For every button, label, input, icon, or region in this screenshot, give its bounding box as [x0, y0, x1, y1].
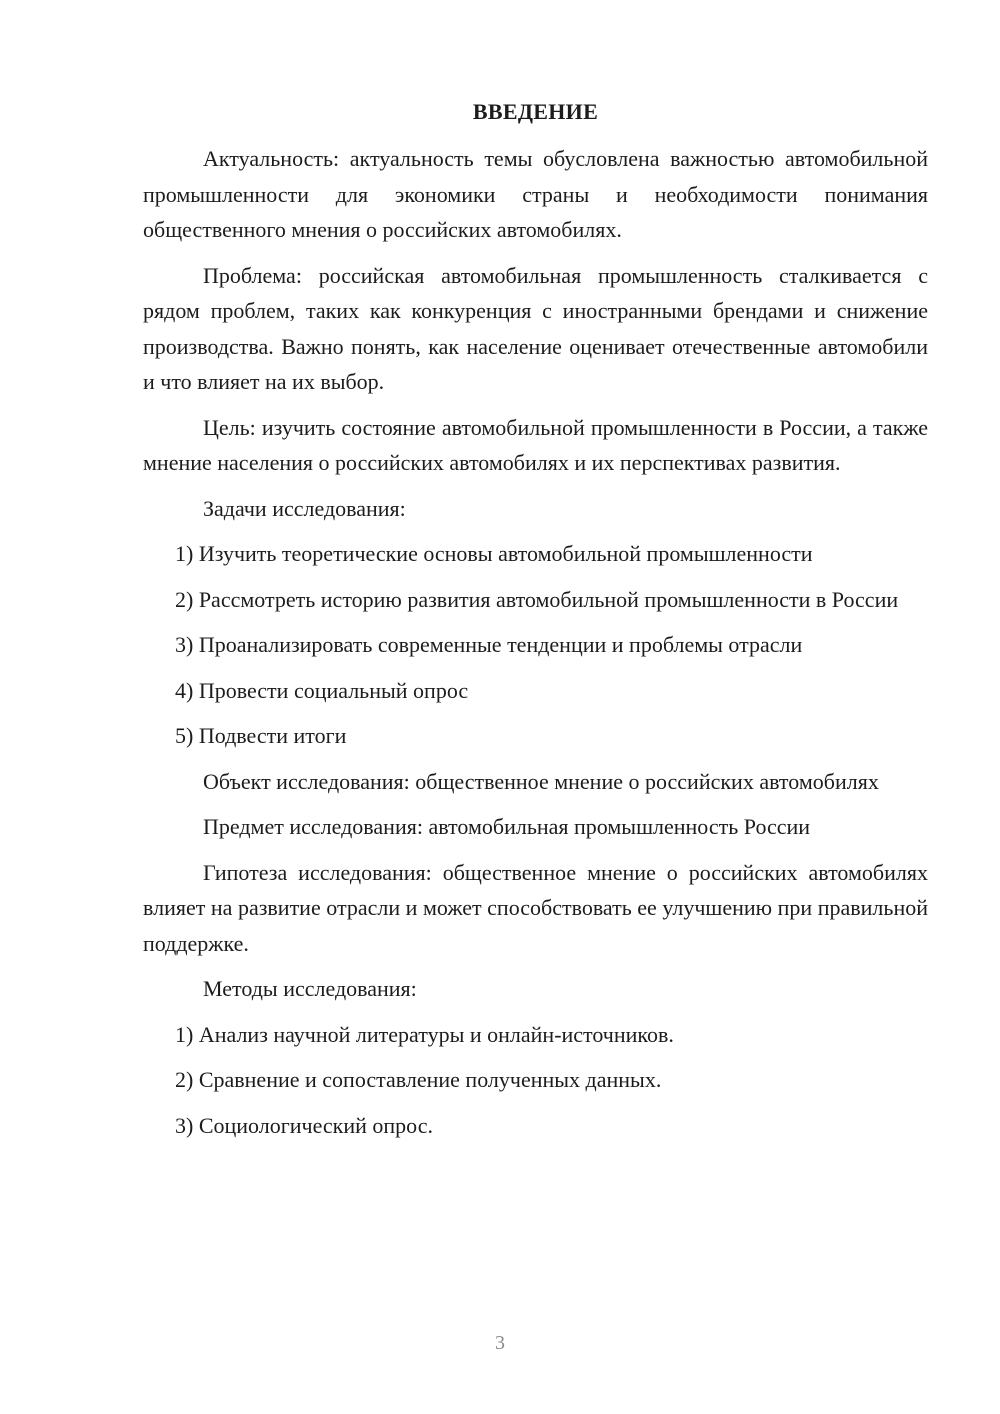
- section-heading: ВВЕДЕНИЕ: [472, 99, 599, 124]
- task-item: 2) Рассмотреть историю развития автомобильной промышленности в России: [175, 586, 899, 612]
- subject-paragraph: Предмет исследования: автомобильная промышленность России: [203, 814, 811, 839]
- document-page: [143, 94, 928, 1153]
- goal-paragraph: Цель: изучить состояние автомобильной промышленности в России, а также мнение населения о российских автомобилях и их перспективах развития.: [143, 414, 928, 475]
- task-item: 1) Изучить теоретические основы автомобильной промышленности: [175, 541, 813, 566]
- page-number: 3: [495, 1332, 505, 1354]
- problem-paragraph: Проблема: российская автомобильная промышленность сталкивается с рядом проблем, таких как конкуренция с иностранными брендами и снижение производства. Важно понять, как население оценивает отечественные автомобили и что влияет на их выбор.: [143, 262, 928, 394]
- task-item: 5) Подвести итоги: [175, 723, 347, 748]
- hypothesis-paragraph: Гипотеза исследования: общественное мнение о российских автомобилях влияет на развитие отрасли и может способствовать ее улучшению при правильной поддержке.: [143, 859, 928, 956]
- tasks-title: Задачи исследования:: [203, 495, 406, 521]
- task-item: 4) Провести социальный опрос: [175, 677, 469, 703]
- method-item: 3) Социологический опрос.: [175, 1112, 433, 1138]
- task-item: 3) Проанализировать современные тенденции и проблемы отрасли: [175, 632, 803, 657]
- method-item: 2) Сравнение и сопоставление полученных данных.: [175, 1067, 662, 1092]
- method-item: 1) Анализ научной литературы и онлайн-источников.: [175, 1021, 674, 1047]
- relevance-paragraph: Актуальность: актуальность темы обусловлена важностью автомобильной промышленности для экономики страны и необходимости понимания общественного мнения о российских автомобилях.: [143, 146, 928, 242]
- object-paragraph: Объект исследования: общественное мнение о российских автомобилях: [203, 768, 879, 794]
- methods-title: Методы исследования:: [203, 976, 417, 1001]
